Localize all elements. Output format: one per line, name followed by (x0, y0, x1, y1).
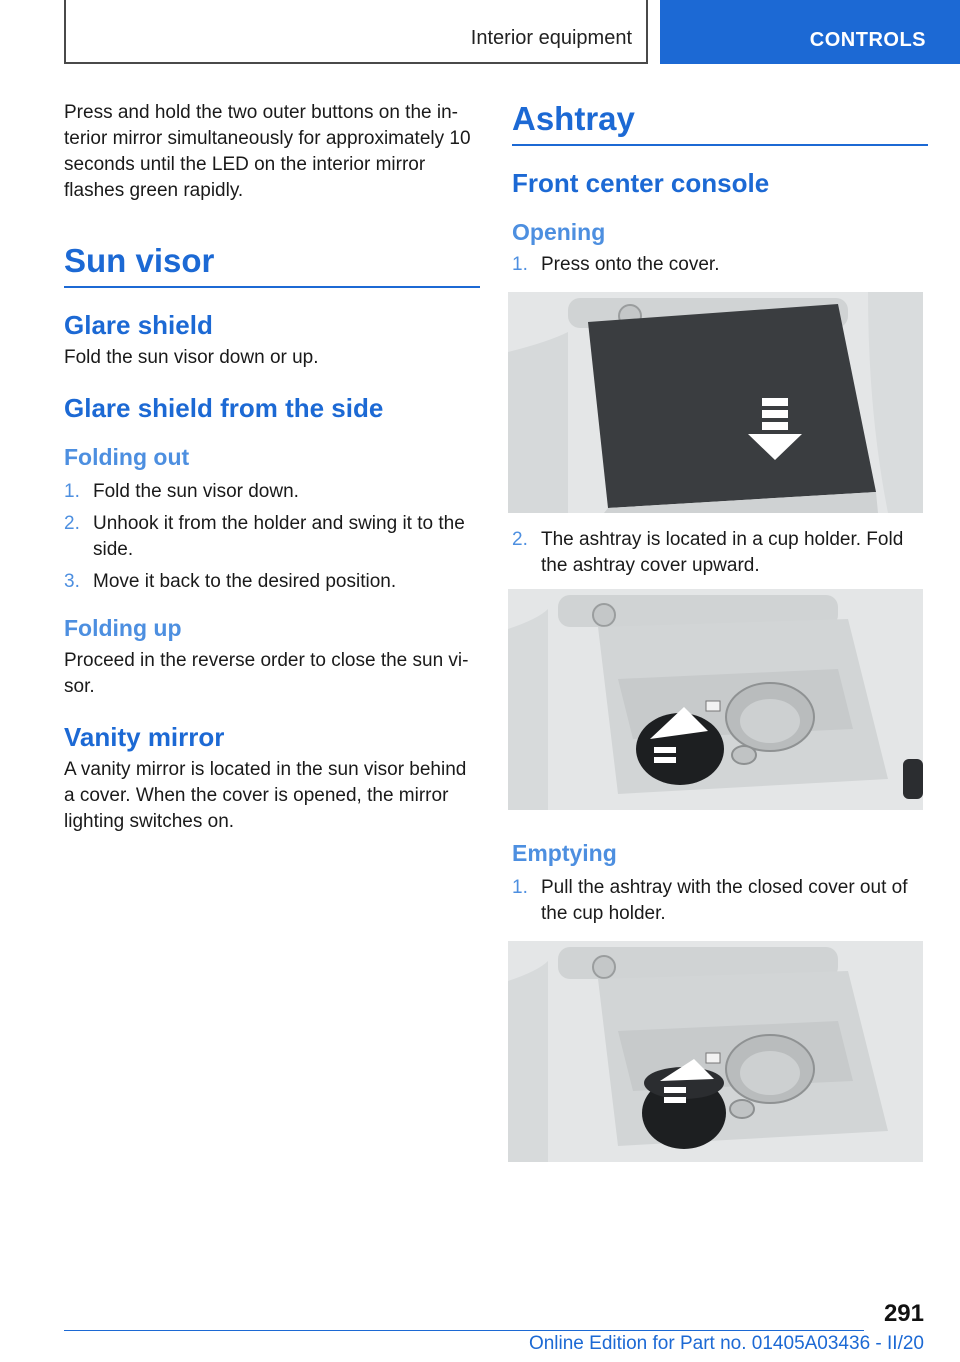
step-text: The ashtray is located in a cup holder. Fold the ashtray cover upward. (541, 529, 904, 576)
figure-fold-cover-illustration (508, 589, 923, 810)
vanity-mirror-heading: Vanity mirror (64, 722, 225, 752)
opening-step-2 (512, 527, 928, 579)
folding-up-text: Proceed in the reverse order to close the sun vi-sor. (64, 650, 469, 697)
step-number: 1. (64, 481, 80, 502)
footer-divider (64, 1330, 864, 1331)
folding-out-steps (64, 479, 480, 595)
header-chapter-label: CONTROLS (809, 29, 926, 51)
sun-visor-heading: Sun visor (64, 242, 480, 288)
glare-shield-heading: Glare shield (64, 310, 213, 340)
list-item (512, 252, 928, 278)
step-text: Fold the sun visor down. (93, 481, 299, 502)
emptying-step-1 (512, 875, 928, 927)
step-text: Move it back to the desired position. (93, 571, 397, 592)
step-number: 3. (64, 571, 80, 592)
opening-step-1 (512, 252, 928, 278)
front-console-heading: Front center console (512, 168, 770, 198)
figure-fold-cover (508, 589, 923, 810)
figure-pull-ashtray (508, 941, 923, 1162)
list-item (512, 527, 928, 579)
list-item (64, 569, 480, 595)
step-number: 1. (512, 254, 528, 275)
list-item (64, 511, 480, 563)
figure-press-cover (508, 292, 923, 513)
figure-press-cover-illustration (508, 292, 923, 513)
vanity-mirror-text: A vanity mirror is located in the sun visor behind a cover. When the cover is opened, the mirror lighting switches on. (64, 759, 467, 832)
header-section-tab (64, 0, 648, 64)
header-chapter-tab (660, 0, 960, 64)
step-text: Pull the ashtray with the closed cover out of the cup holder. (541, 877, 908, 924)
folding-up-heading: Folding up (64, 615, 182, 641)
folding-out-heading: Folding out (64, 444, 190, 470)
step-number: 2. (512, 529, 528, 550)
step-number: 2. (64, 513, 80, 534)
list-item (64, 479, 480, 505)
footer-edition: Online Edition for Part no. 01405A03436 - II/20 (528, 1333, 924, 1354)
step-text: Press onto the cover. (541, 254, 720, 275)
list-item (512, 875, 928, 927)
page-number: 291 (883, 1300, 924, 1327)
step-text: Unhook it from the holder and swing it to the side. (93, 513, 465, 560)
figure-pull-ashtray-illustration (508, 941, 923, 1162)
right-column (512, 100, 928, 1162)
left-column (64, 100, 480, 835)
emptying-heading: Emptying (512, 840, 617, 866)
ashtray-heading: Ashtray (512, 100, 928, 146)
glare-shield-text: Fold the sun visor down or up. (64, 347, 319, 368)
step-number: 1. (512, 877, 528, 898)
opening-heading: Opening (512, 219, 606, 245)
intro-paragraph: Press and hold the two outer buttons on the in-terior mirror simultaneously for approximately 10 seconds until the LED on the interior mirror flashes green rapidly. (64, 102, 471, 201)
glare-side-heading: Glare shield from the side (64, 393, 384, 423)
header-section-label: Interior equipment (470, 27, 632, 49)
